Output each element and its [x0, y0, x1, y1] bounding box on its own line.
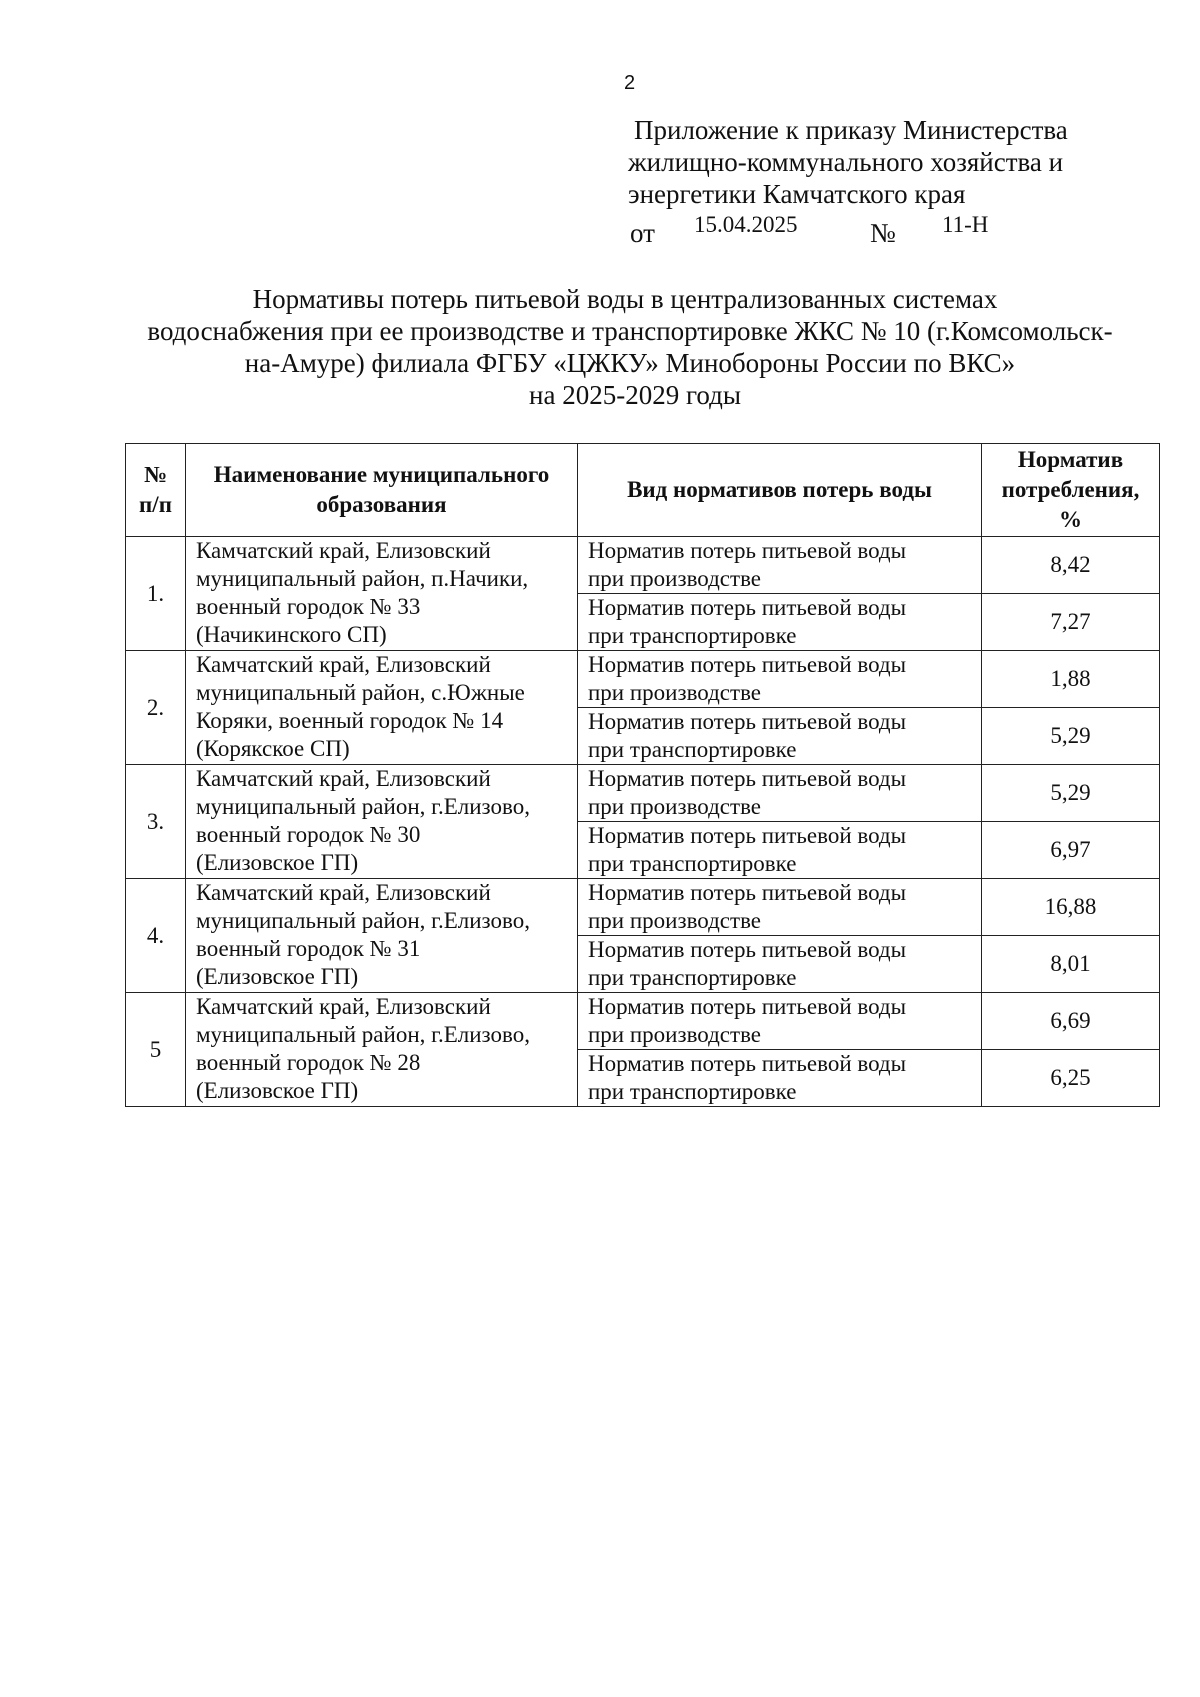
appendix-line: энергетики Камчатского края: [628, 179, 966, 209]
norm-kind: [578, 708, 982, 765]
norm-kind-line: при производстве: [588, 680, 762, 705]
norm-kind-line: при транспортировке: [588, 851, 797, 876]
norm-kind: [578, 594, 982, 651]
document-title: [100, 283, 1160, 411]
municipality-name: [186, 651, 578, 765]
norm-value: 6,25: [982, 1050, 1160, 1107]
norm-value: 1,88: [982, 651, 1160, 708]
norm-value: 16,88: [982, 879, 1160, 936]
norm-kind: [578, 879, 982, 936]
municipality-name-line: муниципальный район, г.Елизово,: [196, 794, 530, 819]
order-number-sign: №: [870, 218, 896, 248]
municipality-name-line: военный городок № 33: [196, 594, 421, 619]
municipality-name-line: муниципальный район, г.Елизово,: [196, 1022, 530, 1047]
norm-value: 8,42: [982, 537, 1160, 594]
municipality-name-line: (Начикинского СП): [196, 622, 387, 647]
norm-kind-line: при транспортировке: [588, 737, 797, 762]
norm-value: 6,69: [982, 993, 1160, 1050]
title-line: на 2025-2029 годы: [529, 380, 741, 410]
row-number: 2.: [126, 651, 186, 765]
norm-kind-line: Норматив потерь питьевой воды: [588, 1051, 907, 1076]
order-number: 11-Н: [942, 212, 989, 237]
table-row: [126, 765, 1160, 822]
norm-kind-line: Норматив потерь питьевой воды: [588, 538, 907, 563]
title-line: Нормативы потерь питьевой воды в централизованных системах: [252, 284, 998, 314]
municipality-name: [186, 879, 578, 993]
municipality-name-line: (Корякское СП): [196, 736, 350, 761]
norm-kind: [578, 765, 982, 822]
row-number: 1.: [126, 537, 186, 651]
municipality-name-line: Камчатский край, Елизовский: [196, 652, 491, 677]
municipality-name-line: военный городок № 28: [196, 1050, 421, 1075]
appendix-header: [628, 114, 1068, 210]
municipality-name: [186, 765, 578, 879]
municipality-name-line: Камчатский край, Елизовский: [196, 880, 491, 905]
order-date: 15.04.2025: [694, 212, 798, 237]
table-row: [126, 651, 1160, 708]
table-header-row: [126, 444, 1160, 537]
municipality-name-line: (Елизовское ГП): [196, 1078, 359, 1103]
appendix-line: Приложение к приказу Министерства: [634, 115, 1068, 145]
municipality-name-line: Камчатский край, Елизовский: [196, 766, 491, 791]
norm-kind-line: при транспортировке: [588, 1079, 797, 1104]
norm-kind-line: Норматив потерь питьевой воды: [588, 937, 907, 962]
municipality-name-line: (Елизовское ГП): [196, 964, 359, 989]
header-num: № п/п: [126, 444, 186, 537]
order-from-label: от: [630, 218, 655, 248]
municipality-name-line: Камчатский край, Елизовский: [196, 538, 491, 563]
norm-value: 8,01: [982, 936, 1160, 993]
page-number: 2: [624, 72, 636, 94]
header-value: Норматив потребления, %: [982, 444, 1160, 537]
header-name: Наименование муниципального образования: [186, 444, 578, 537]
header-kind: Вид нормативов потерь воды: [578, 444, 982, 537]
municipality-name-line: Коряки, военный городок № 14: [196, 708, 504, 733]
norm-value: 5,29: [982, 708, 1160, 765]
municipality-name-line: военный городок № 30: [196, 822, 421, 847]
norm-kind-line: Норматив потерь питьевой воды: [588, 823, 907, 848]
norm-kind-line: Норматив потерь питьевой воды: [588, 595, 907, 620]
appendix-line: жилищно-коммунального хозяйства и: [628, 147, 1064, 177]
norm-kind-line: при производстве: [588, 566, 762, 591]
norm-value: 7,27: [982, 594, 1160, 651]
title-line: водоснабжения при ее производстве и транспортировке ЖКС № 10 (г.Комсомольск-: [147, 316, 1113, 346]
norm-kind: [578, 993, 982, 1050]
row-number: 5: [126, 993, 186, 1107]
norm-kind: [578, 651, 982, 708]
norm-kind-line: при производстве: [588, 908, 762, 933]
municipality-name-line: Камчатский край, Елизовский: [196, 994, 491, 1019]
norm-kind: [578, 1050, 982, 1107]
table-row: [126, 537, 1160, 594]
municipality-name-line: (Елизовское ГП): [196, 850, 359, 875]
norm-kind: [578, 936, 982, 993]
norm-kind: [578, 822, 982, 879]
norm-kind-line: Норматив потерь питьевой воды: [588, 709, 907, 734]
municipality-name-line: муниципальный район, п.Начики,: [196, 566, 529, 591]
norm-kind: [578, 537, 982, 594]
title-line: на-Амуре) филиала ФГБУ «ЦЖКУ» Минобороны России по ВКС»: [244, 348, 1016, 378]
municipality-name: [186, 993, 578, 1107]
municipality-name: [186, 537, 578, 651]
norm-kind-line: Норматив потерь питьевой воды: [588, 994, 907, 1019]
norm-kind-line: при производстве: [588, 1022, 762, 1047]
norm-kind-line: Норматив потерь питьевой воды: [588, 766, 907, 791]
order-reference: [630, 212, 1050, 248]
norms-table: [125, 443, 1160, 1107]
row-number: 4.: [126, 879, 186, 993]
norm-kind-line: Норматив потерь питьевой воды: [588, 880, 907, 905]
norm-kind-line: при транспортировке: [588, 623, 797, 648]
norm-kind-line: при транспортировке: [588, 965, 797, 990]
norm-value: 6,97: [982, 822, 1160, 879]
norm-value: 5,29: [982, 765, 1160, 822]
norm-kind-line: Норматив потерь питьевой воды: [588, 652, 907, 677]
table-row: [126, 993, 1160, 1050]
municipality-name-line: муниципальный район, с.Южные: [196, 680, 525, 705]
norm-kind-line: при производстве: [588, 794, 762, 819]
municipality-name-line: муниципальный район, г.Елизово,: [196, 908, 530, 933]
table-row: [126, 879, 1160, 936]
row-number: 3.: [126, 765, 186, 879]
municipality-name-line: военный городок № 31: [196, 936, 421, 961]
